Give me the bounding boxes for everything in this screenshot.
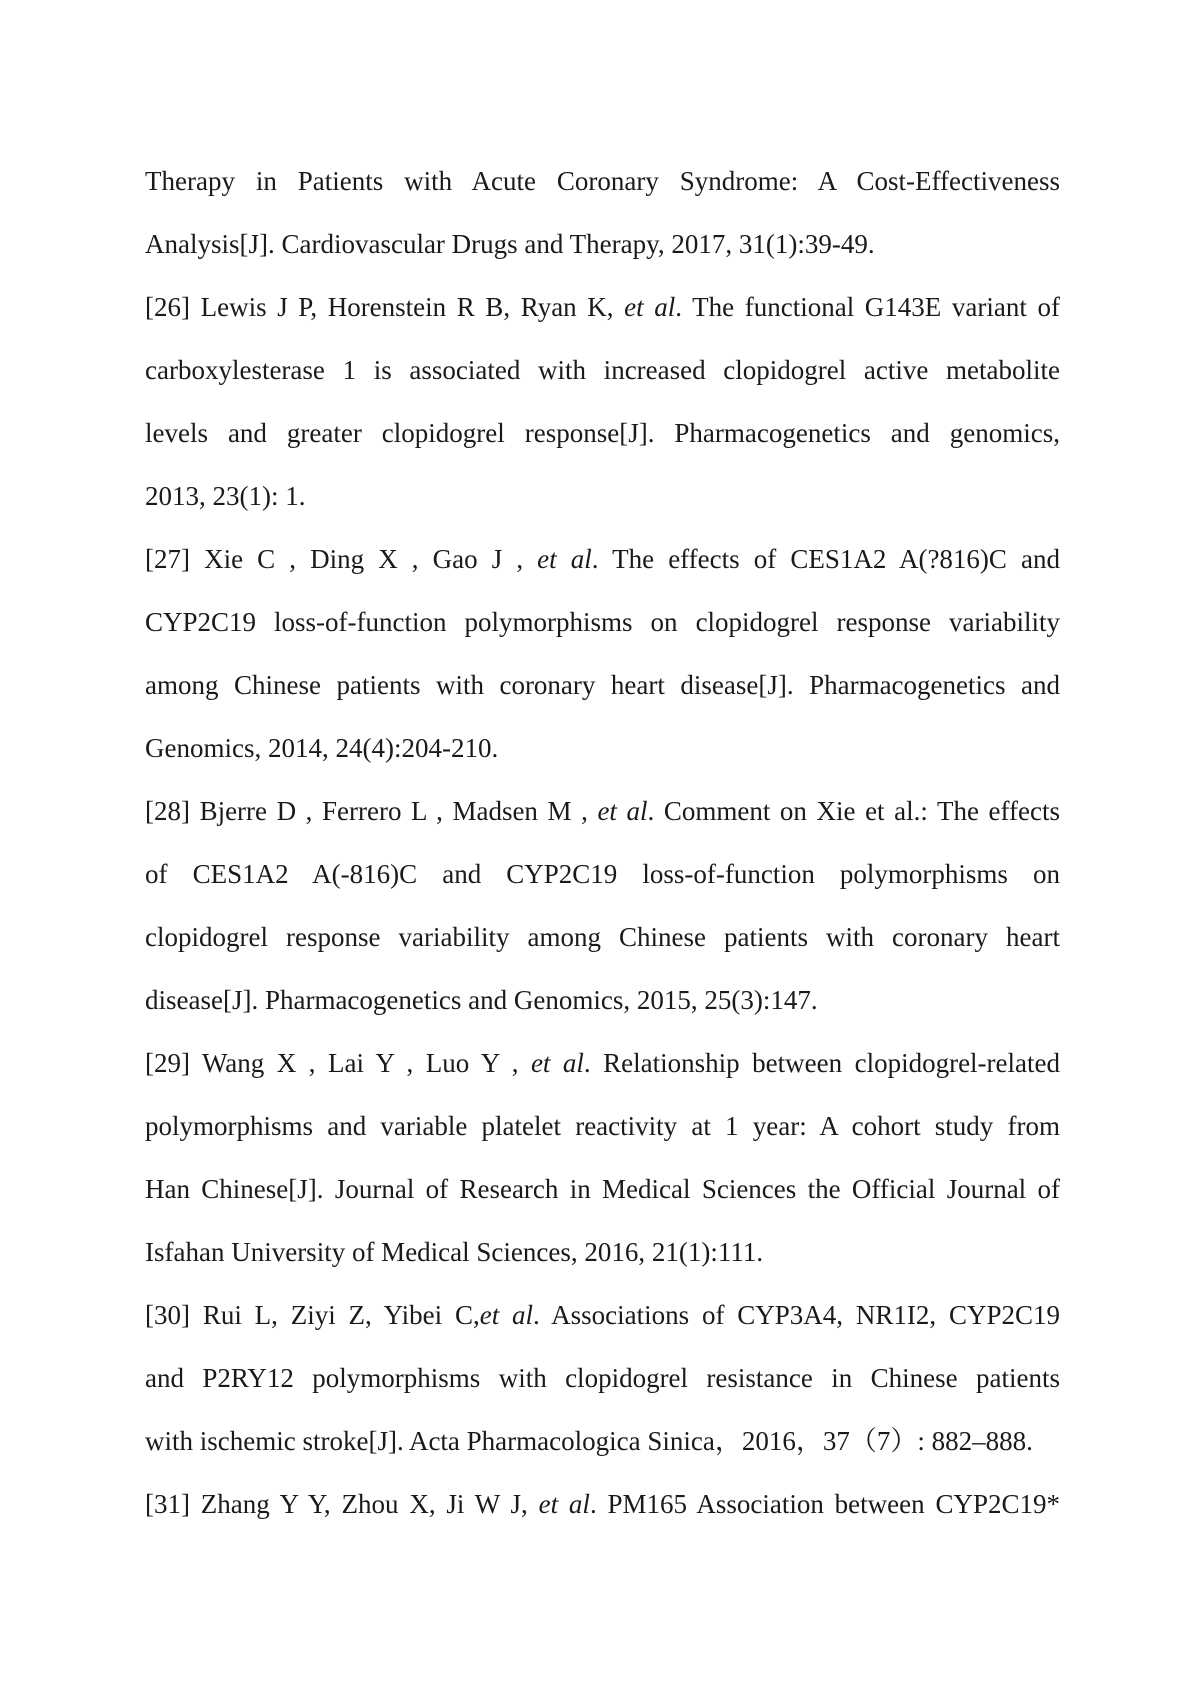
reference-text: CYP2C19 loss-of-function polymorphisms on clopidogrel response variability <box>145 607 1060 637</box>
reference-text: and P2RY12 polymorphisms with clopidogrel resistance in Chinese patients <box>145 1363 1060 1393</box>
reference-text: Genomics, 2014, 24(4):204-210. <box>145 733 499 763</box>
reference-text: . Relationship between clopidogrel-related <box>583 1048 1060 1078</box>
reference-line <box>145 1158 1060 1221</box>
reference-text: 2013, 23(1): 1. <box>145 481 306 511</box>
reference-list <box>145 150 1060 1536</box>
reference-entry <box>145 1284 1060 1473</box>
reference-line <box>145 1221 1060 1284</box>
reference-line <box>145 213 1060 276</box>
reference-line <box>145 1473 1060 1536</box>
reference-text: . The effects of CES1A2 A(?816)C and <box>591 544 1061 574</box>
et-al-text: et al <box>537 544 592 574</box>
reference-line <box>145 717 1060 780</box>
reference-text: . Associations of CYP3A4, NR1I2, CYP2C19 <box>533 1300 1060 1330</box>
reference-line <box>145 402 1060 465</box>
reference-line <box>145 339 1060 402</box>
reference-line <box>145 654 1060 717</box>
reference-text: among Chinese patients with coronary heart disease[J]. Pharmacogenetics and <box>145 670 1060 700</box>
et-al-text: et al <box>624 292 676 322</box>
reference-text: clopidogrel response variability among Chinese patients with coronary heart <box>145 922 1060 952</box>
reference-text: disease[J]. Pharmacogenetics and Genomics, 2015, 25(3):147. <box>145 985 818 1015</box>
reference-entry <box>145 150 1060 276</box>
reference-text: Therapy in Patients with Acute Coronary Syndrome: A Cost-Effectiveness <box>145 166 1060 196</box>
reference-text: Isfahan University of Medical Sciences, 2016, 21(1):111. <box>145 1237 764 1267</box>
reference-line <box>145 276 1060 339</box>
reference-line <box>145 528 1060 591</box>
reference-line <box>145 150 1060 213</box>
reference-text: of CES1A2 A(-816)C and CYP2C19 loss-of-function polymorphisms on <box>145 859 1060 889</box>
reference-line <box>145 1032 1060 1095</box>
reference-line <box>145 906 1060 969</box>
reference-text: . The functional G143E variant of <box>675 292 1060 322</box>
reference-text: . PM165 Association between CYP2C19* <box>589 1489 1060 1519</box>
reference-line <box>145 780 1060 843</box>
reference-text: [26] Lewis J P, Horenstein R B, Ryan K, <box>145 292 625 322</box>
reference-text: [31] Zhang Y Y, Zhou X, Ji W J, <box>145 1489 539 1519</box>
reference-entry <box>145 780 1060 1032</box>
reference-text: Han Chinese[J]. Journal of Research in Medical Sciences the Official Journal of <box>145 1174 1060 1204</box>
reference-text: Analysis[J]. Cardiovascular Drugs and Therapy, 2017, 31(1):39-49. <box>145 229 875 259</box>
reference-entry <box>145 1473 1060 1536</box>
reference-line <box>145 1284 1060 1347</box>
reference-text: [28] Bjerre D , Ferrero L , Madsen M , <box>145 796 598 826</box>
reference-text: polymorphisms and variable platelet reactivity at 1 year: A cohort study from <box>145 1111 1060 1141</box>
reference-text: [29] Wang X , Lai Y , Luo Y , <box>145 1048 531 1078</box>
reference-line <box>145 969 1060 1032</box>
reference-text: carboxylesterase 1 is associated with increased clopidogrel active metabolite <box>145 355 1060 385</box>
reference-line <box>145 843 1060 906</box>
reference-text: [27] Xie C , Ding X , Gao J , <box>145 544 538 574</box>
reference-entry <box>145 1032 1060 1284</box>
reference-line <box>145 1410 1060 1473</box>
et-al-text: et al <box>597 796 648 826</box>
reference-entry <box>145 276 1060 528</box>
reference-entry <box>145 528 1060 780</box>
reference-text: with ischemic stroke[J]. Acta Pharmacologica Sinica，2016，37（7）: 882–888. <box>145 1426 1033 1456</box>
reference-text: [30] Rui L, Ziyi Z, Yibei C, <box>145 1300 480 1330</box>
reference-text: levels and greater clopidogrel response[J]. Pharmacogenetics and genomics, <box>145 418 1060 448</box>
reference-line <box>145 1347 1060 1410</box>
reference-line <box>145 591 1060 654</box>
reference-line <box>145 1095 1060 1158</box>
reference-text: . Comment on Xie et al.: The effects <box>647 796 1060 826</box>
et-al-text: et al <box>479 1300 534 1330</box>
et-al-text: et al <box>538 1489 590 1519</box>
et-al-text: et al <box>530 1048 584 1078</box>
reference-line <box>145 465 1060 528</box>
